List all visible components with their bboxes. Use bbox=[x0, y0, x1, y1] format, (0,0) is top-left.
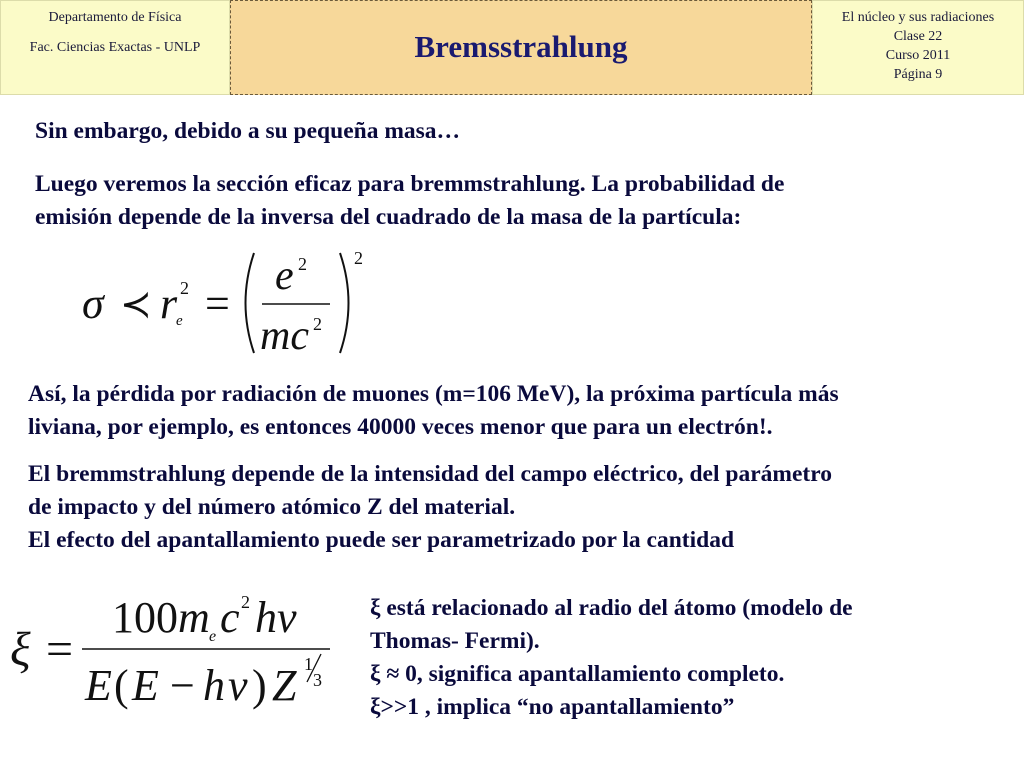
denominator-h: h bbox=[203, 661, 225, 710]
outer-superscript: 2 bbox=[354, 248, 363, 268]
denominator-Z: Z bbox=[272, 661, 297, 710]
numerator-e: e bbox=[275, 253, 294, 299]
radius-superscript: 2 bbox=[180, 278, 189, 298]
denominator-E: E bbox=[85, 661, 112, 710]
course-year: Curso 2011 bbox=[885, 48, 951, 63]
denominator-open-paren: ( bbox=[114, 661, 129, 710]
text-line: Thomas- Fermi). bbox=[370, 628, 540, 654]
denominator-nu: ν bbox=[228, 661, 248, 710]
denominator-close-paren: ) bbox=[252, 661, 267, 710]
equals-symbol: = bbox=[46, 623, 74, 676]
text-line: emisión depende de la inversa del cuadrado de la masa de la partícula: bbox=[35, 204, 742, 230]
denominator-superscript: 2 bbox=[313, 314, 322, 334]
slide-title: Bremsstrahlung bbox=[414, 29, 628, 64]
sigma-symbol: σ bbox=[82, 279, 104, 328]
numerator-m-subscript: e bbox=[209, 628, 217, 645]
department-label: Departamento de Física bbox=[48, 10, 182, 25]
header-right-panel bbox=[812, 0, 1024, 95]
numerator-c: c bbox=[220, 593, 240, 642]
paragraph-intro: Sin embargo, debido a su pequeña masa… bbox=[35, 118, 461, 144]
numerator-m: m bbox=[178, 593, 210, 642]
text-line: El bremmstrahlung depende de la intensidad del campo eléctrico, del parámetro bbox=[28, 461, 832, 487]
radius-subscript: e bbox=[176, 313, 183, 329]
numerator-100: 100 bbox=[112, 593, 178, 642]
text-line: liviana, por ejemplo, es entonces 40000 veces menor que para un electrón!. bbox=[28, 414, 773, 440]
numerator-c-superscript: 2 bbox=[241, 592, 250, 612]
text-line: ξ ≈ 0, significa apantallamiento completo. bbox=[370, 661, 785, 687]
denominator-E-inner: E bbox=[132, 661, 159, 710]
denominator-minus: − bbox=[170, 661, 195, 710]
text-line: ξ>>1 , implica “no apantallamiento” bbox=[370, 694, 735, 720]
course-topic: El núcleo y sus radiaciones bbox=[841, 10, 995, 25]
text-line: de impacto y del número atómico Z del material. bbox=[28, 494, 516, 520]
header-left-panel bbox=[0, 0, 230, 95]
precedes-symbol: ≺ bbox=[120, 284, 152, 326]
paragraph-muons bbox=[28, 378, 839, 444]
exponent-denominator: 3 bbox=[313, 670, 322, 690]
text-line: El efecto del apantallamiento puede ser parametrizado por la cantidad bbox=[28, 527, 735, 553]
text-line: ξ está relacionado al radio del átomo (modelo de bbox=[370, 595, 853, 621]
paragraph-cross-section bbox=[35, 168, 784, 234]
text-line: Así, la pérdida por radiación de muones (m=106 MeV), la próxima partícula más bbox=[28, 381, 839, 407]
numerator-superscript: 2 bbox=[298, 254, 307, 274]
class-number: Clase 22 bbox=[893, 29, 943, 44]
faculty-label: Fac. Ciencias Exactas - UNLP bbox=[29, 40, 201, 55]
text-line: Luego veremos la sección eficaz para bremmstrahlung. La probabilidad de bbox=[35, 171, 785, 197]
equals-symbol: = bbox=[205, 279, 230, 328]
header-title-panel bbox=[230, 0, 812, 95]
denominator-mc: mc bbox=[260, 313, 309, 359]
numerator-hv: hv bbox=[255, 593, 297, 642]
radius-symbol: r bbox=[160, 279, 178, 328]
fraction-bar bbox=[82, 646, 332, 652]
page-number: Página 9 bbox=[893, 67, 943, 82]
paragraph-notes bbox=[370, 592, 853, 724]
exponent-numerator: 1 bbox=[304, 654, 313, 674]
xi-symbol: ξ bbox=[10, 623, 31, 676]
paragraph-dependence bbox=[28, 458, 832, 557]
